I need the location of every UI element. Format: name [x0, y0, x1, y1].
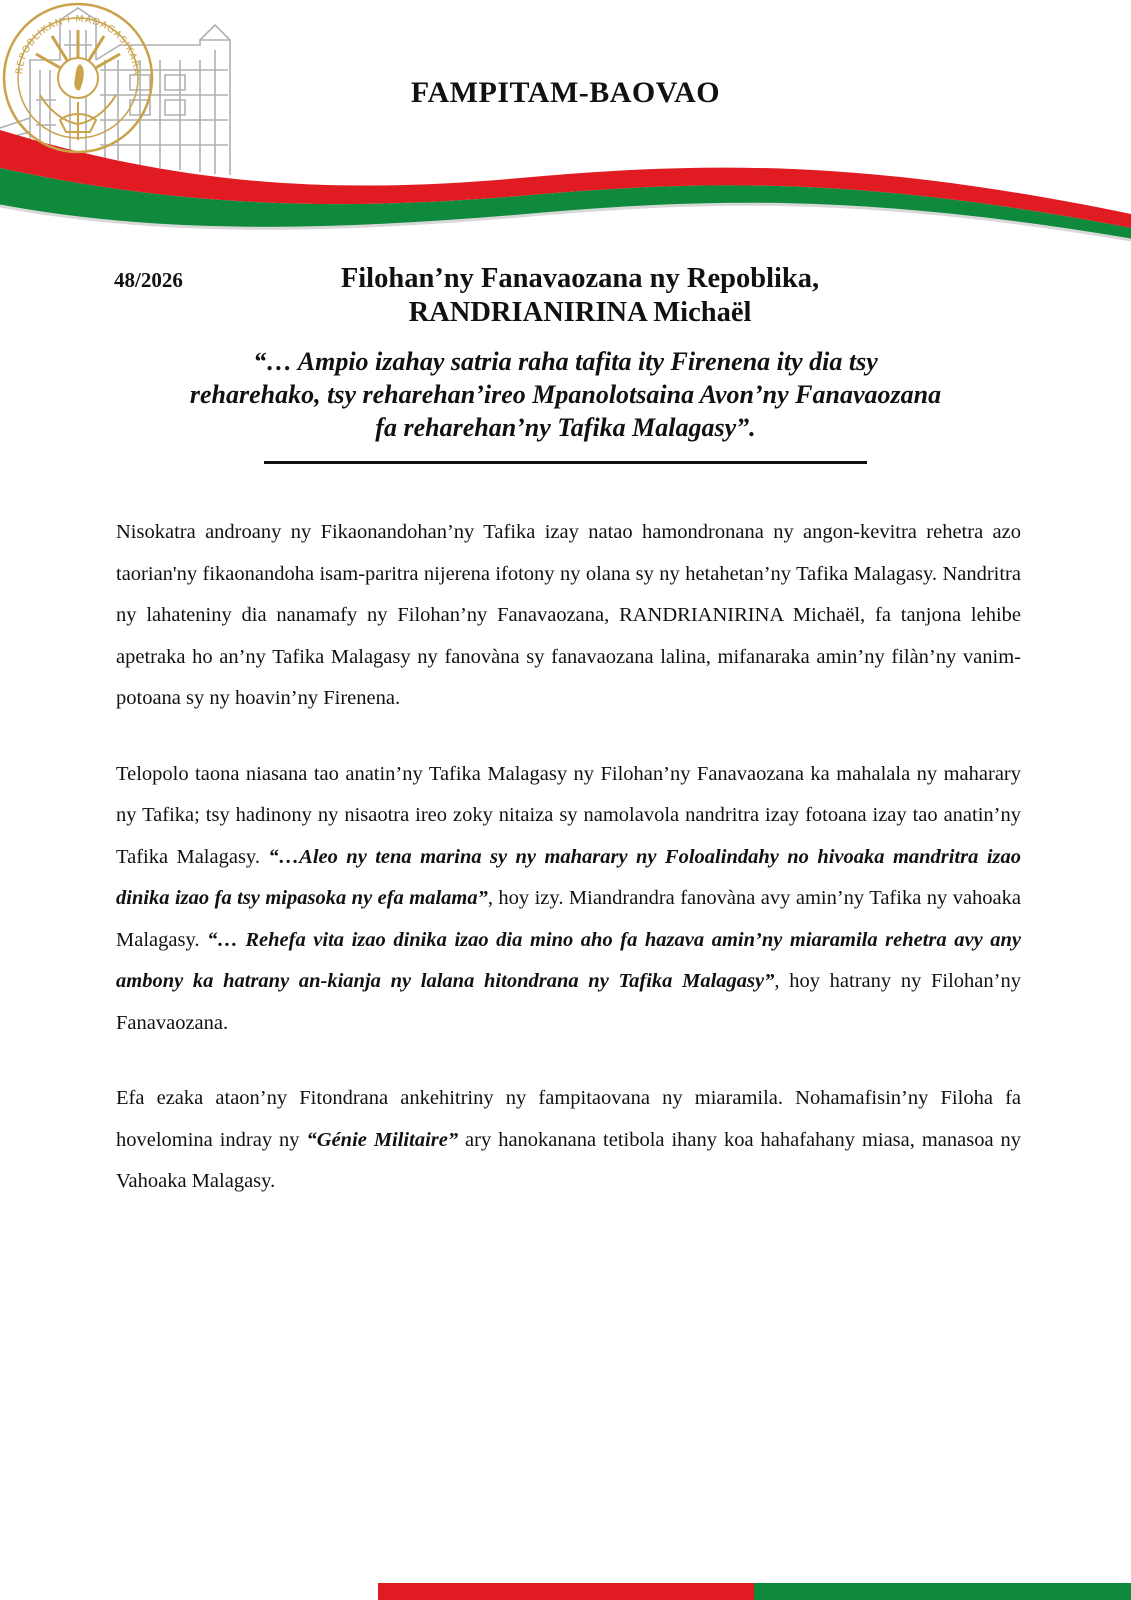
- header-title: FAMPITAM-BAOVAO: [410, 76, 721, 109]
- paragraph-3-text-a: Efa ezaka ataon’ny Fitondrana ankehitriny ny fampitaovana ny miaramila. Nohamafisin’ny Filoha fa hovelomina indray ny: [116, 1087, 1021, 1151]
- release-number: 48/2026: [114, 268, 183, 292]
- page-header: [0, 0, 1131, 260]
- headline-line-2: RANDRIANIRINA Michaël: [408, 297, 752, 328]
- footer-flag-bar: [378, 1583, 1131, 1600]
- quote-line-1: “… Ampio izahay satria raha tafita ity Firenena ity dia tsy: [253, 347, 878, 376]
- republic-seal-icon: [0, 0, 156, 156]
- headline-line-1: Filohan’ny Fanavaozana ny Repoblika,: [340, 263, 820, 294]
- paragraph-3-text-b: ary hanokanana tetibola ihany koa hahafahany miasa, manasoa ny Vahoaka Malagasy.: [116, 1128, 1022, 1192]
- paragraph-2-quote-1: “…Aleo ny tena marina sy ny maharary ny Foloalindahy no hivoaka mandritra izao dinika izao fa tsy mipasoka ny efa malama”: [116, 845, 1021, 909]
- paragraph-1: Nisokatra androany ny Fikaonandohan’ny Tafika izay natao hamondronana ny angon-kevitra rehetra azo taorian'ny fikaonandoha isam-paritra nijerena ifotony ny olana sy ny hetahetan’ny Tafika Malagasy. Nandritra ny lahateniny dia nanamafy ny Filohan’ny Fanavaozana, RANDRIANIRINA Michaël, fa tanjona lehibe apetraka ho an’ny Tafika Malagasy ny fanovàna sy fanavaozana lalina, mifanaraka amin’ny filàn’ny vanim-potoana sy ny hoavin’ny Firenena.: [116, 521, 1021, 709]
- headline-divider: [264, 461, 867, 464]
- footer-green-band: [754, 1583, 1131, 1600]
- quote-line-2: reharehako, tsy reharehan’ireo Mpanolotsaina Avon’ny Fanavaozana: [189, 380, 942, 409]
- paragraph-3: [116, 1078, 1021, 1203]
- paragraph-3-quote: “Génie Militaire”: [306, 1128, 459, 1151]
- footer-red-band: [378, 1583, 754, 1600]
- article-body: [116, 512, 1021, 1237]
- svg-text:REPOBLIKAN'I MADAGASIKARA: REPOBLIKAN'I MADAGASIKARA: [14, 13, 143, 77]
- paragraph-2-text-b: , hoy izy. Miandrandra fanovàna avy amin’ny Tafika ny vahoaka Malagasy.: [116, 887, 1021, 951]
- quote-line-3: fa reharehan’ny Tafika Malagasy”.: [375, 413, 756, 442]
- header-banner: [0, 0, 1131, 260]
- paragraph-2: [116, 754, 1021, 1045]
- paragraph-2-quote-2: “… Rehefa vita izao dinika izao dia mino aho fa hazava amin’ny miaramila rehetra avy any ambony ka hatrany an-kianja ny lalana hitondrana ny Tafika Malagasy”: [116, 928, 1021, 992]
- paragraph-2-text-c: , hoy hatrany ny Filohan’ny Fanavaozana.: [116, 970, 1021, 1034]
- headline-quote: [118, 345, 1013, 444]
- paragraph-2-text-a: Telopolo taona niasana tao anatin’ny Tafika Malagasy ny Filohan’ny Fanavaozana ka mahalala ny maharary ny Tafika; tsy hadinony ny nisaotra ireo zoky nitaiza sy namolavola nandritra izay fotoana izay tao anatin’ny Tafika Malagasy.: [116, 762, 1021, 868]
- headline: [215, 262, 945, 330]
